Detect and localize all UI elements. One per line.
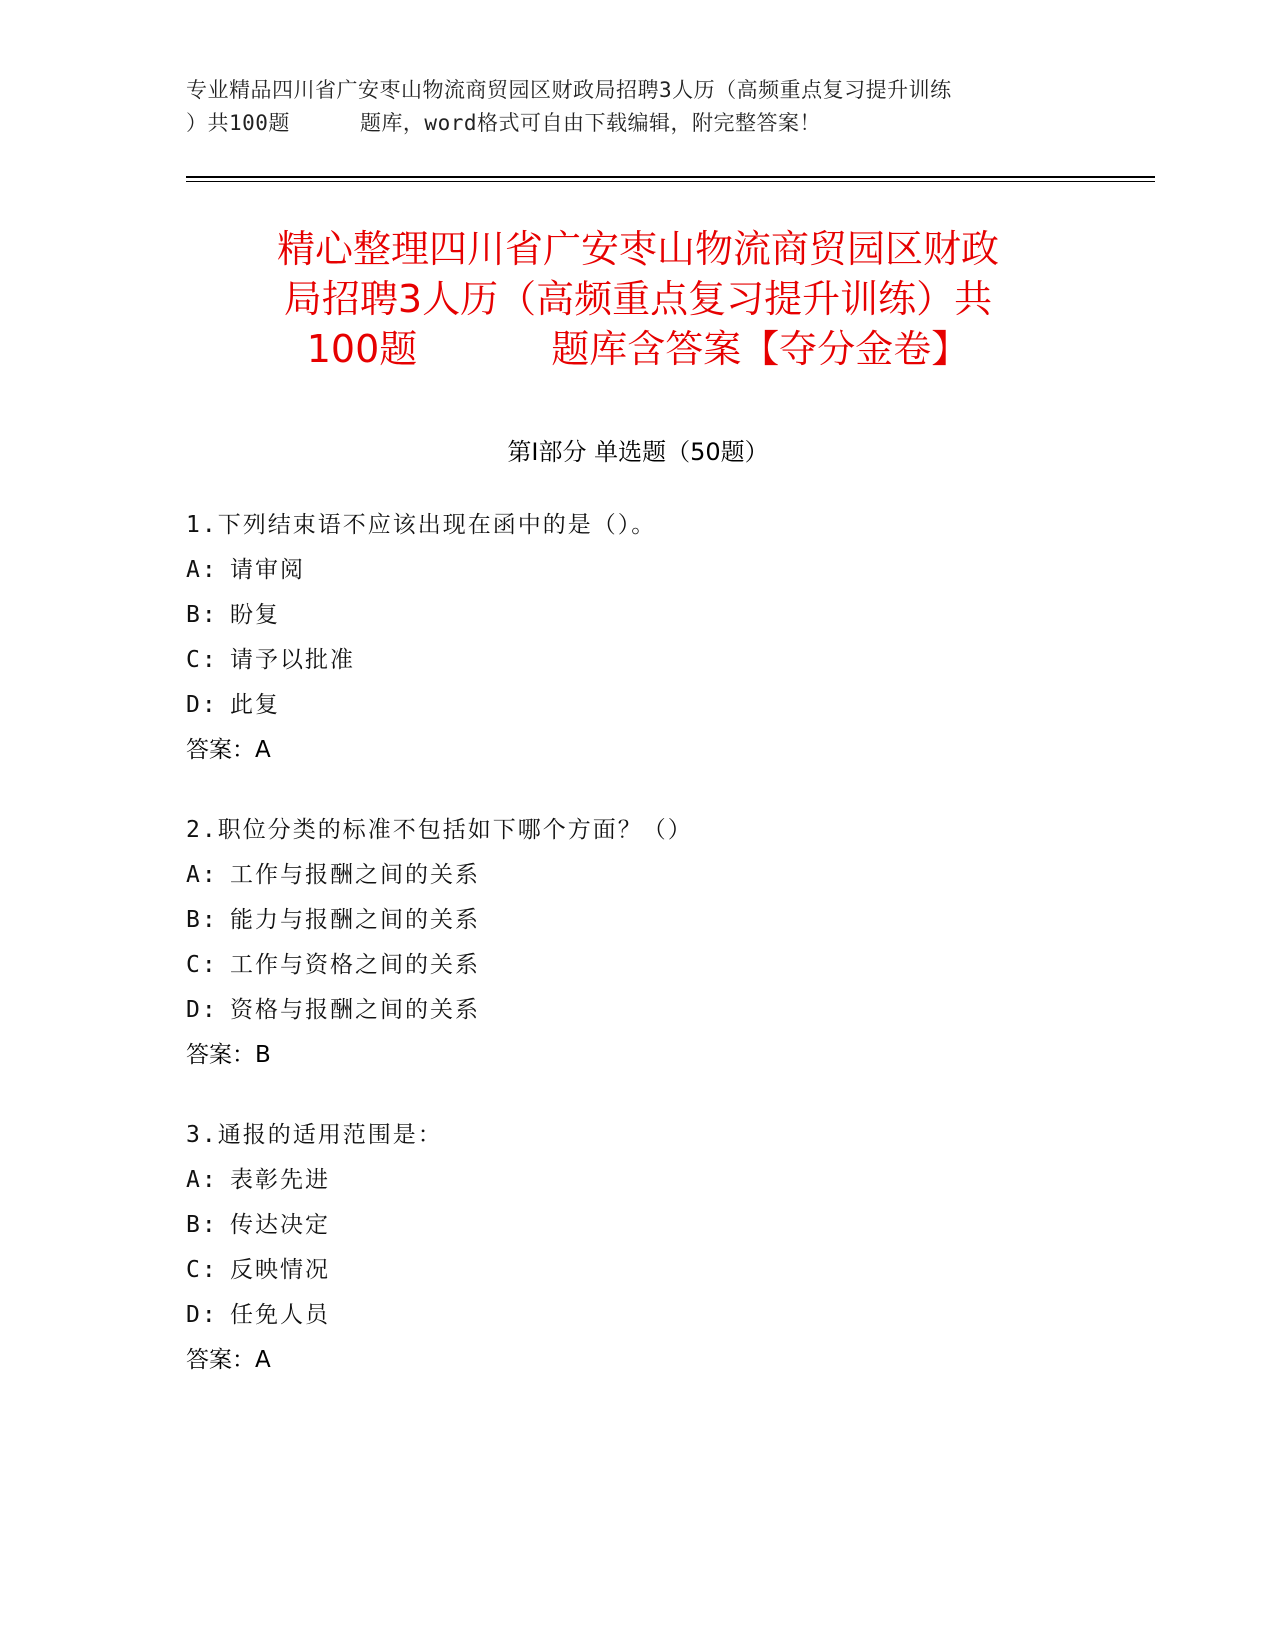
option-text: 请予以批准: [230, 647, 355, 673]
option-text: 盼复: [230, 602, 280, 628]
option-letter: A:: [186, 862, 218, 888]
option-letter: D:: [186, 692, 218, 718]
option-c: [186, 1248, 1086, 1293]
title-line-3-start: 100题: [306, 327, 418, 371]
option-letter: C:: [186, 1257, 218, 1283]
header-note-line-2: [186, 107, 1086, 140]
option-letter: D:: [186, 1302, 218, 1328]
answer-line: 答案：A: [186, 1347, 271, 1373]
option-text: 工作与报酬之间的关系: [230, 862, 480, 888]
option-d: [186, 683, 1086, 728]
answer-line: 答案：A: [186, 737, 271, 763]
header-note-line-2-start: ）共100题: [186, 111, 290, 135]
option-c: [186, 638, 1086, 683]
header-note: [186, 74, 1086, 140]
option-a: [186, 548, 1086, 593]
option-a: [186, 853, 1086, 898]
option-text: 反映情况: [230, 1257, 330, 1283]
option-text: 传达决定: [230, 1212, 330, 1238]
option-a: [186, 1158, 1086, 1203]
option-b: [186, 898, 1086, 943]
option-letter: A:: [186, 557, 218, 583]
option-letter: B:: [186, 907, 218, 933]
header-rule-thick: [186, 176, 1155, 178]
option-letter: C:: [186, 647, 218, 673]
option-text: 任免人员: [230, 1302, 330, 1328]
option-text: 此复: [230, 692, 280, 718]
question-2: [186, 808, 1086, 1078]
title-line-1: 精心整理四川省广安枣山物流商贸园区财政: [276, 227, 999, 271]
option-b: [186, 1203, 1086, 1248]
option-text: 资格与报酬之间的关系: [230, 997, 480, 1023]
question-stem: 3.通报的适用范围是：: [186, 1122, 443, 1148]
header-note-line-2-end: 题库，word格式可自由下载编辑，附完整答案！: [359, 111, 822, 135]
option-letter: B:: [186, 602, 218, 628]
header-note-line-1: 专业精品四川省广安枣山物流商贸园区财政局招聘3人历（高频重点复习提升训练: [186, 78, 952, 102]
header-rule-thin: [186, 181, 1155, 182]
question-stem: 2.职位分类的标准不包括如下哪个方面？（）: [186, 817, 693, 843]
option-text: 表彰先进: [230, 1167, 330, 1193]
answer-line: 答案：B: [186, 1042, 271, 1068]
option-c: [186, 943, 1086, 988]
option-d: [186, 1293, 1086, 1338]
question-3: [186, 1113, 1086, 1383]
option-d: [186, 988, 1086, 1033]
title-line-3: [186, 324, 1090, 374]
option-text: 工作与资格之间的关系: [230, 952, 480, 978]
document-title: [186, 224, 1090, 374]
question-1: [186, 503, 1086, 773]
option-letter: D:: [186, 997, 218, 1023]
option-letter: C:: [186, 952, 218, 978]
option-letter: B:: [186, 1212, 218, 1238]
question-stem: 1.下列结束语不应该出现在函中的是（）。: [186, 512, 657, 538]
title-line-2: 局招聘3人历（高频重点复习提升训练）共: [283, 277, 993, 321]
option-letter: A:: [186, 1167, 218, 1193]
option-text: 请审阅: [230, 557, 305, 583]
option-text: 能力与报酬之间的关系: [230, 907, 480, 933]
option-b: [186, 593, 1086, 638]
section-heading: 第Ⅰ部分 单选题（50题）: [507, 438, 769, 466]
title-line-3-end: 题库含答案【夺分金卷】: [551, 327, 970, 371]
